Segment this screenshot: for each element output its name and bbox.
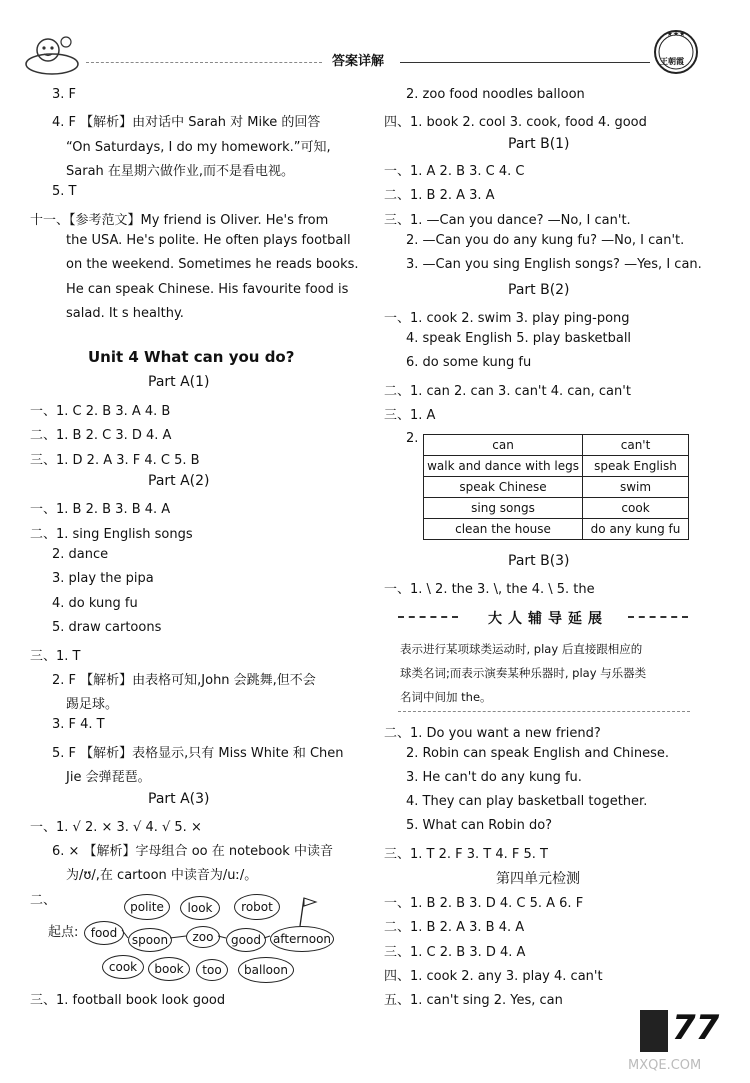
- table-cell: clean the house: [424, 519, 583, 540]
- left-line-1: 4. F 【解析】由对话中 Sarah 对 Mike 的回答: [52, 115, 321, 130]
- table-cell: swim: [583, 477, 689, 498]
- left-section-2: Part A(3): [148, 791, 210, 807]
- right-line-20: 一、1. B 2. B 3. D 4. C 5. A 6. F: [384, 896, 584, 911]
- left-line-15: 2. dance: [52, 547, 109, 562]
- left-line-17: 4. do kung fu: [52, 596, 138, 611]
- svg-text:★★★: ★★★: [666, 30, 686, 38]
- left-line-3: Sarah 在星期六做作业,而不是看电视。: [66, 164, 295, 179]
- extension-rule-bottom: [398, 711, 690, 712]
- logo-badge-icon: [652, 28, 700, 76]
- right-line-2: 一、1. A 2. B 3. C 4. C: [384, 164, 525, 179]
- left-line-6: the USA. He's polite. He often plays football: [66, 233, 351, 248]
- right-section-1: Part B(2): [508, 282, 570, 298]
- cartoon-icon: [22, 32, 82, 78]
- right-section-0: Part B(1): [508, 136, 570, 152]
- right-line-5: 2. —Can you do any kung fu? —No, I can't.: [406, 233, 685, 248]
- left-line-2: “On Saturdays, I do my homework.”可知,: [66, 140, 331, 155]
- left-line-7: on the weekend. Sometimes he reads books.: [66, 257, 359, 272]
- left-line-28: 二、: [30, 893, 57, 908]
- right-line-17: 4. They can play basketball together.: [406, 794, 648, 809]
- table-cell: can: [424, 435, 583, 456]
- table-row: [424, 477, 689, 498]
- left-line-13: 一、1. B 2. B 3. B 4. A: [30, 502, 171, 517]
- right-line-10: 二、1. can 2. can 3. can't 4. can, can't: [384, 384, 631, 399]
- left-line-22: 3. F 4. T: [52, 717, 105, 732]
- watermark: MXQE.COM: [628, 1058, 702, 1073]
- banner-rule-left: [398, 616, 458, 618]
- right-line-0: 2. zoo food noodles balloon: [406, 87, 585, 102]
- banner-rule-right: [628, 616, 688, 618]
- right-section-2: Part B(3): [508, 553, 570, 569]
- right-line-1: 四、1. book 2. cool 3. cook, food 4. good: [384, 115, 647, 130]
- table-row: [424, 519, 689, 540]
- left-line-29: 起点:: [48, 925, 79, 940]
- table-cell: do any kung fu: [583, 519, 689, 540]
- word-bubble-6: good: [226, 928, 266, 952]
- left-line-0: 3. F: [52, 87, 77, 102]
- right-line-13: 一、1. \ 2. the 3. \, the 4. \ 5. the: [384, 582, 595, 597]
- word-bubble-10: too: [196, 959, 228, 981]
- extension-line-3: 名词中间加 the。: [400, 690, 492, 704]
- left-line-5: 十一、【参考范文】My friend is Oliver. He's from: [30, 213, 329, 228]
- left-line-25: 一、1. √ 2. × 3. √ 4. √ 5. ×: [30, 820, 202, 835]
- right-line-16: 3. He can't do any kung fu.: [406, 770, 582, 785]
- right-line-22: 三、1. C 2. B 3. D 4. A: [384, 945, 526, 960]
- word-bubble-4: spoon: [128, 928, 172, 952]
- word-bubble-3: food: [84, 921, 124, 945]
- table-cell: speak Chinese: [424, 477, 583, 498]
- table-row: [424, 435, 689, 456]
- maze-connector-lines: [80, 890, 340, 990]
- table-row: [424, 456, 689, 477]
- right-line-12: 2.: [406, 431, 419, 446]
- left-line-12: 三、1. D 2. A 3. F 4. C 5. B: [30, 453, 200, 468]
- word-bubble-1: look: [180, 896, 220, 920]
- left-line-9: salad. It s healthy.: [66, 306, 184, 321]
- left-line-24: Jie 会弹琵琶。: [66, 770, 151, 785]
- table-cell: can't: [583, 435, 689, 456]
- right-line-18: 5. What can Robin do?: [406, 818, 553, 833]
- header-rule-right: [400, 62, 650, 63]
- extension-line-2: 球类名词;而表示演奏某种乐器时, play 与乐器类: [400, 666, 647, 680]
- right-line-21: 二、1. B 2. A 3. B 4. A: [384, 920, 525, 935]
- left-line-4: 5. T: [52, 184, 77, 199]
- left-section-0: Part A(1): [148, 374, 210, 390]
- right-line-15: 2. Robin can speak English and Chinese.: [406, 746, 670, 761]
- abilities-table: [423, 434, 689, 540]
- right-line-8: 4. speak English 5. play basketball: [406, 331, 632, 346]
- table-cell: speak English: [583, 456, 689, 477]
- table-row: [424, 498, 689, 519]
- header-mascot: [22, 32, 82, 78]
- left-line-19: 三、1. T: [30, 649, 81, 664]
- header-logo: [652, 28, 700, 76]
- right-line-9: 6. do some kung fu: [406, 355, 532, 370]
- right-line-6: 3. —Can you sing English songs? —Yes, I can.: [406, 257, 702, 272]
- word-bubble-2: robot: [234, 894, 280, 920]
- table-cell: sing songs: [424, 498, 583, 519]
- logo-text: 王朝霞: [660, 57, 684, 66]
- right-section-3: 第四单元检测: [496, 871, 580, 887]
- page-tab: [640, 1010, 668, 1052]
- left-line-11: 二、1. B 2. C 3. D 4. A: [30, 428, 172, 443]
- left-line-23: 5. F 【解析】表格显示,只有 Miss White 和 Chen: [52, 746, 344, 761]
- extension-line-1: 表示进行某项球类运动时, play 后直接跟相应的: [400, 642, 643, 656]
- right-line-24: 五、1. can't sing 2. Yes, can: [384, 993, 563, 1008]
- left-line-21: 踢足球。: [66, 697, 119, 712]
- word-bubble-7: afternoon: [270, 926, 334, 952]
- table-cell: cook: [583, 498, 689, 519]
- table-cell: walk and dance with legs: [424, 456, 583, 477]
- right-line-19: 三、1. T 2. F 3. T 4. F 5. T: [384, 847, 548, 862]
- right-line-23: 四、1. cook 2. any 3. play 4. can't: [384, 969, 603, 984]
- right-line-11: 三、1. A: [384, 408, 436, 423]
- page-number: 77: [672, 1008, 720, 1048]
- left-line-18: 5. draw cartoons: [52, 620, 162, 635]
- left-line-16: 3. play the pipa: [52, 571, 154, 586]
- page-header-title: 答案详解: [332, 54, 385, 69]
- word-bubble-9: book: [148, 957, 190, 981]
- word-bubble-8: cook: [102, 955, 144, 979]
- left-line-26: 6. × 【解析】字母组合 oo 在 notebook 中读音: [52, 844, 333, 859]
- left-line-14: 二、1. sing English songs: [30, 527, 193, 542]
- unit-title: Unit 4 What can you do?: [88, 348, 295, 366]
- word-bubble-11: balloon: [238, 957, 294, 983]
- header-rule-left: [86, 62, 322, 63]
- word-bubble-0: polite: [124, 894, 170, 920]
- left-line-10: 一、1. C 2. B 3. A 4. B: [30, 404, 171, 419]
- right-line-3: 二、1. B 2. A 3. A: [384, 188, 495, 203]
- right-line-4: 三、1. —Can you dance? —No, I can't.: [384, 213, 631, 228]
- right-line-14: 二、1. Do you want a new friend?: [384, 726, 601, 741]
- left-section-1: Part A(2): [148, 473, 210, 489]
- left-line-27: 为/ʊ/,在 cartoon 中读音为/uː/。: [66, 868, 258, 883]
- extension-banner: 大人辅导延展: [488, 611, 608, 627]
- right-line-7: 一、1. cook 2. swim 3. play ping-pong: [384, 311, 630, 326]
- left-line-8: He can speak Chinese. His favourite food is: [66, 282, 349, 297]
- word-bubble-5: zoo: [186, 926, 220, 948]
- left-line-20: 2. F 【解析】由表格可知,John 会跳舞,但不会: [52, 673, 316, 688]
- left-line-30: 三、1. football book look good: [30, 993, 226, 1008]
